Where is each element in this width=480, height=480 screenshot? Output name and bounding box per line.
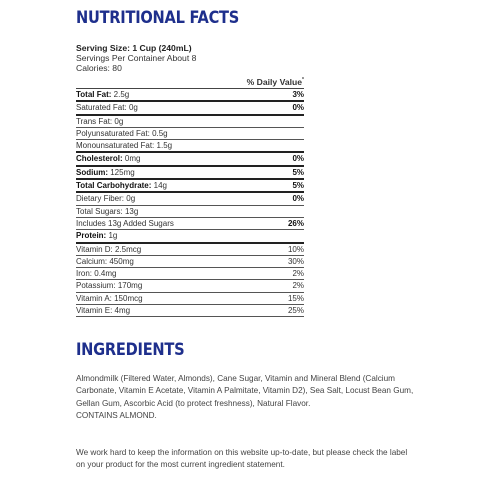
nutrient-daily-value: 30%	[287, 256, 304, 266]
nutrient-name: Monounsaturated Fat:	[76, 141, 155, 151]
nutrient-amount: 2.5mcg	[115, 244, 142, 254]
nutrient-amount: 1g	[108, 231, 118, 241]
nutrient-row	[76, 244, 304, 256]
nutrient-label	[76, 268, 116, 279]
nutrient-name: Polyunsaturated Fat:	[76, 128, 150, 138]
nutrient-row	[76, 180, 304, 193]
nutrient-label	[76, 218, 174, 229]
nutrient-amount: 0g	[128, 103, 138, 113]
disclaimer: We work hard to keep the information on this website up-to-date, but please check the label on your product for the most current ingredient statement.	[76, 448, 408, 470]
nutrient-daily-value: 26%	[287, 218, 304, 228]
nutrient-row	[76, 206, 304, 218]
nutrient-label	[76, 153, 140, 164]
nutrient-row	[76, 116, 304, 128]
nutrient-name: Vitamin E:	[76, 306, 113, 316]
nutrient-name: Iron:	[76, 269, 93, 279]
nutrition-table	[76, 88, 304, 317]
nutrient-amount: 1.5g	[156, 141, 173, 151]
nutrient-row	[76, 193, 304, 205]
nutrient-label	[76, 89, 129, 100]
nutrient-name: Vitamin D:	[76, 244, 113, 254]
ingredients-text-block	[76, 373, 416, 423]
nutrient-daily-value: 0%	[292, 154, 304, 164]
allergen-statement: CONTAINS ALMOND.	[76, 411, 157, 421]
nutrient-amount: 170mg	[117, 281, 143, 291]
nutrient-amount: 450mg	[109, 256, 134, 266]
nutrient-row	[76, 268, 304, 280]
nutrient-daily-value: 25%	[287, 306, 304, 316]
serving-info	[76, 43, 306, 73]
nutrient-row	[76, 140, 304, 153]
ingredients-heading: INGREDIENTS	[76, 340, 185, 360]
nutrient-amount: 2.5g	[113, 90, 130, 99]
nutrient-amount: 0mg	[124, 154, 141, 164]
nutrient-name: Saturated Fat:	[76, 103, 127, 113]
nutrient-row	[76, 305, 304, 317]
nutrient-name: Total Carbohydrate:	[76, 181, 152, 191]
nutrient-label	[76, 193, 135, 204]
nutrient-name: Protein:	[76, 231, 107, 241]
nutrient-name: Calcium:	[76, 256, 108, 266]
nutrient-label	[76, 206, 138, 217]
nutrient-daily-value: 5%	[292, 167, 304, 177]
nutrient-daily-value: 2%	[292, 281, 304, 291]
nutrient-name: Trans Fat:	[76, 116, 113, 126]
nutrient-amount: 0.4mg	[94, 269, 117, 279]
nutrition-facts-heading: NUTRITIONAL FACTS	[76, 8, 240, 28]
nutrient-daily-value: 10%	[287, 244, 304, 254]
nutrient-label	[76, 128, 168, 139]
nutrient-label	[76, 167, 135, 178]
nutrient-row	[76, 102, 304, 115]
nutrient-label	[76, 230, 117, 241]
daily-value-asterisk: *	[302, 77, 304, 84]
nutrient-label	[76, 305, 130, 316]
nutrient-label	[76, 102, 138, 113]
nutrient-amount: 0.5g	[152, 128, 168, 138]
daily-value-header-label: % Daily Value	[246, 77, 303, 87]
nutrient-name: Total Fat:	[76, 90, 112, 99]
nutrient-amount: 150mcg	[114, 293, 143, 303]
nutrient-amount: 13g	[124, 206, 139, 216]
nutrient-daily-value: 15%	[287, 293, 304, 303]
nutrient-amount: 14g	[153, 181, 168, 191]
nutrient-label	[76, 280, 142, 291]
nutrient-row	[76, 293, 304, 305]
nutrient-label	[76, 244, 141, 255]
nutrient-amount: 4mg	[114, 306, 131, 316]
nutrient-label	[76, 293, 143, 304]
ingredients-list: Almondmilk (Filtered Water, Almonds), Cane Sugar, Vitamin and Mineral Blend (Calcium Carbonate, Vitamin E Acetate, Vitamin A Palmitate, Vitamin D2), Sea Salt, Locust Bean Gum, Gellan Gum, Ascorbic Acid (to protect freshness), Natural Flavor.	[76, 374, 414, 408]
nutrient-amount: 0g	[126, 194, 136, 204]
servings-per-container: Servings Per Container About 8	[76, 53, 197, 63]
nutrient-row	[76, 230, 304, 243]
nutrient-amount: 125mg	[110, 167, 135, 177]
calories: Calories: 80	[76, 63, 122, 73]
nutrient-label	[76, 116, 123, 127]
nutrient-row	[76, 218, 304, 230]
nutrient-row	[76, 280, 304, 292]
nutrient-name: Sodium:	[76, 167, 108, 177]
nutrient-name: Cholesterol:	[76, 154, 123, 164]
nutrient-daily-value: 3%	[292, 90, 304, 99]
daily-value-header	[247, 77, 304, 87]
nutrient-daily-value: 0%	[292, 103, 304, 113]
nutrient-row	[76, 153, 304, 166]
nutrient-name: Includes 13g Added Sugars	[76, 218, 174, 228]
nutrient-name: Total Sugars:	[76, 206, 123, 216]
nutrient-name: Potassium:	[76, 281, 116, 291]
nutrient-amount: 0g	[114, 116, 124, 126]
serving-size: Serving Size: 1 Cup (240mL)	[76, 43, 192, 53]
nutrient-row	[76, 128, 304, 140]
nutrient-row	[76, 89, 304, 102]
nutrient-label	[76, 180, 167, 191]
nutrient-daily-value: 5%	[292, 181, 304, 191]
nutrient-daily-value: 2%	[292, 269, 304, 279]
nutrient-daily-value: 0%	[292, 194, 304, 204]
nutrient-name: Vitamin A:	[76, 293, 112, 303]
nutrient-label	[76, 140, 172, 151]
nutrient-label	[76, 256, 134, 267]
nutrient-row	[76, 256, 304, 268]
nutrient-row	[76, 167, 304, 180]
nutrient-name: Dietary Fiber:	[76, 194, 125, 204]
